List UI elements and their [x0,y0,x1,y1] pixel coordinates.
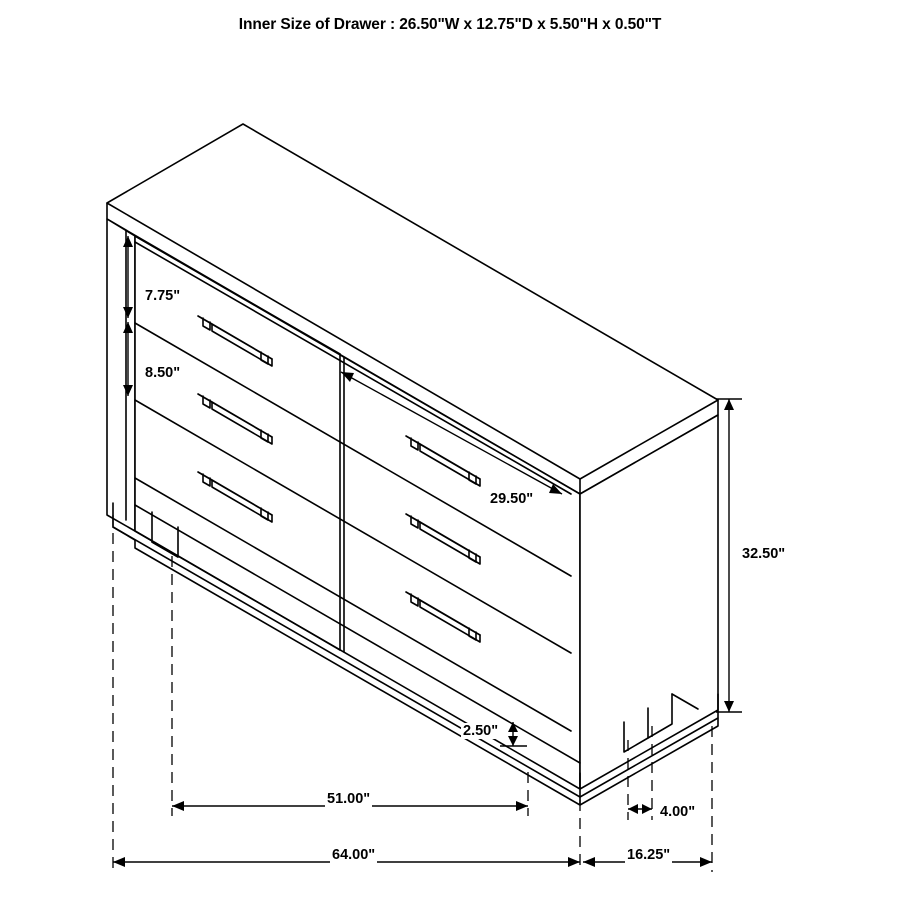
dim-label-drawer-top-height: 7.75" [145,288,181,304]
dim-label-drawer-bank-width: 51.00" [327,791,371,807]
dim-label-base-height: 2.50" [463,723,499,739]
dim-label-overall-width: 64.00" [332,847,376,863]
dim-label-drawer-lower-height: 8.50" [145,365,181,381]
dim-label-leg-width: 4.00" [660,804,696,820]
page-title: Inner Size of Drawer : 26.50"W x 12.75"D x 5.50"H x 0.50"T [238,16,662,33]
dim-label-overall-height: 32.50" [742,546,786,562]
dim-label-front-panel-height: 29.50" [490,491,534,507]
dim-label-depth: 16.25" [627,847,671,863]
